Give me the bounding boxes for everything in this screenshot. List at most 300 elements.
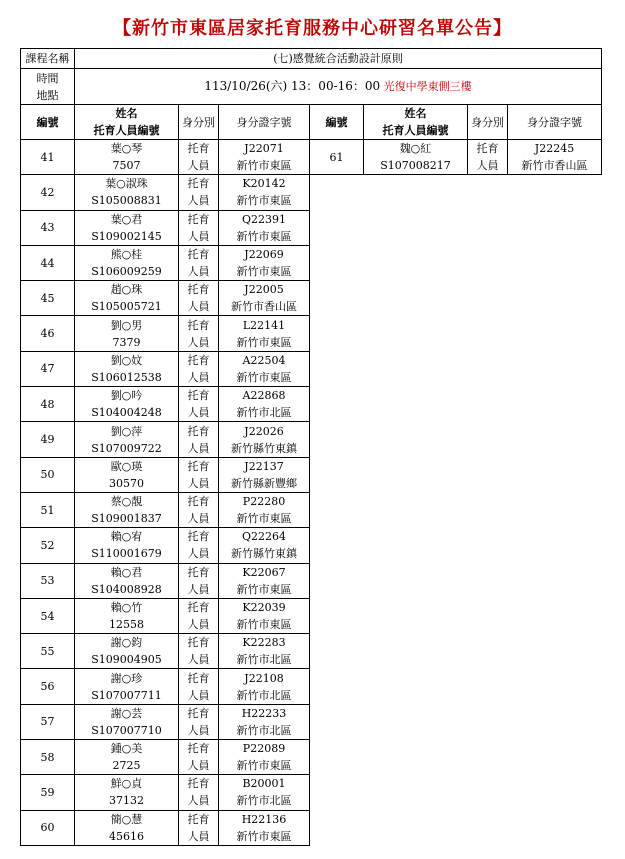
empty-cell [310, 563, 364, 598]
empty-cell [310, 810, 364, 845]
id-number: H22136 [241, 812, 287, 826]
role-line-1: 托育 [187, 565, 210, 579]
empty-cell [508, 492, 602, 527]
id-number: K22283 [242, 636, 286, 650]
empty-cell [468, 634, 508, 669]
empty-cell [310, 457, 364, 492]
id-number: A22868 [242, 389, 286, 403]
header-id: 身分證字號 [219, 105, 310, 140]
role-cell [179, 634, 219, 669]
table-row [21, 457, 602, 492]
role-line-2: 人員 [187, 265, 210, 279]
id-number: Q22391 [241, 212, 286, 226]
role-line-2: 人員 [187, 582, 210, 596]
empty-cell [364, 740, 468, 775]
empty-cell [468, 775, 508, 810]
empty-cell [508, 598, 602, 633]
empty-cell [508, 281, 602, 316]
caregiver-code: 2725 [112, 759, 141, 773]
empty-cell [364, 704, 468, 739]
role-line-1: 托育 [476, 142, 499, 156]
person-name-code [75, 457, 179, 492]
role-line-2: 人員 [187, 441, 210, 455]
role-cell [179, 281, 219, 316]
datetime: 113/10/26(六) 13：00-16：00 [204, 79, 381, 93]
id-cell [219, 140, 310, 175]
id-area: 新竹市北區 [236, 406, 292, 420]
empty-cell [508, 175, 602, 210]
table-row [21, 810, 602, 845]
role-line-1: 托育 [187, 706, 210, 720]
id-cell [219, 457, 310, 492]
id-cell [219, 634, 310, 669]
empty-cell [468, 422, 508, 457]
id-area: 新竹市東區 [236, 829, 292, 843]
role-line-2: 人員 [187, 406, 210, 420]
empty-cell [364, 598, 468, 633]
header-role: 身分別 [179, 105, 219, 140]
row-number: 49 [21, 422, 75, 457]
id-cell [219, 810, 310, 845]
caregiver-code: S107009722 [91, 441, 162, 455]
id-area: 新竹市東區 [236, 335, 292, 349]
id-cell [219, 704, 310, 739]
id-number: P22089 [242, 742, 286, 756]
row-number: 61 [310, 140, 364, 175]
empty-cell [508, 528, 602, 563]
person-name: 蔡○靚 [110, 495, 143, 509]
id-number: A22504 [242, 353, 286, 367]
empty-cell [310, 528, 364, 563]
id-number: J22005 [244, 283, 284, 297]
caregiver-code: S109002145 [91, 229, 162, 243]
person-name: 謝○珍 [110, 671, 143, 685]
person-name: 劉○萍 [110, 424, 143, 438]
role-line-1: 托育 [187, 318, 210, 332]
empty-cell [364, 175, 468, 210]
table-row [21, 740, 602, 775]
place-label: 地點 [36, 88, 59, 102]
id-number: J22137 [244, 459, 284, 473]
location: 光復中學東側三樓 [383, 80, 472, 93]
empty-cell [310, 351, 364, 386]
person-name: 魏○紅 [399, 142, 432, 156]
person-name-code [75, 563, 179, 598]
role-cell [179, 422, 219, 457]
empty-cell [468, 492, 508, 527]
id-number: L22141 [242, 318, 286, 332]
header-no-right: 編號 [310, 105, 364, 140]
row-number: 43 [21, 210, 75, 245]
time-label: 時間 [36, 71, 59, 85]
role-cell [179, 351, 219, 386]
datetime-row [21, 69, 602, 105]
id-cell [219, 528, 310, 563]
empty-cell [364, 351, 468, 386]
caregiver-code: S104004248 [91, 406, 162, 420]
header-name [75, 105, 179, 140]
empty-cell [468, 810, 508, 845]
person-name: 劉○妏 [110, 353, 143, 367]
table-row [21, 175, 602, 210]
id-cell [219, 281, 310, 316]
id-area: 新竹市東區 [236, 759, 292, 773]
empty-cell [310, 598, 364, 633]
table-row [21, 669, 602, 704]
empty-cell [468, 740, 508, 775]
role-line-1: 托育 [187, 777, 210, 791]
id-area: 新竹市北區 [236, 653, 292, 667]
person-name-code [75, 175, 179, 210]
id-number: B20001 [242, 777, 286, 791]
header-no: 編號 [21, 105, 75, 140]
role-cell [179, 528, 219, 563]
row-number: 47 [21, 351, 75, 386]
role-line-2: 人員 [187, 300, 210, 314]
empty-cell [468, 175, 508, 210]
empty-cell [468, 351, 508, 386]
caregiver-code: S105008831 [91, 194, 162, 208]
time-place-label [21, 69, 75, 105]
empty-cell [468, 669, 508, 704]
id-area: 新竹市香山區 [521, 159, 588, 173]
role-line-2: 人員 [187, 229, 210, 243]
person-name: 趙○珠 [110, 283, 143, 297]
person-name-code [364, 140, 468, 175]
header-id-right: 身分證字號 [508, 105, 602, 140]
column-header-row [21, 105, 602, 140]
table-row [21, 245, 602, 280]
person-name-code [75, 598, 179, 633]
empty-cell [310, 387, 364, 422]
person-name-code [75, 245, 179, 280]
role-line-2: 人員 [187, 723, 210, 737]
caregiver-code: S105005721 [91, 300, 162, 314]
caregiver-code: 7379 [112, 335, 141, 349]
row-number: 46 [21, 316, 75, 351]
role-line-2: 人員 [187, 829, 210, 843]
role-cell [179, 140, 219, 175]
empty-cell [364, 457, 468, 492]
role-line-2: 人員 [187, 194, 210, 208]
role-line-2: 人員 [187, 159, 210, 173]
person-name: 賴○君 [110, 565, 143, 579]
role-line-2: 人員 [187, 759, 210, 773]
caregiver-code: 30570 [109, 476, 144, 490]
id-area: 新竹市東區 [236, 618, 292, 631]
empty-cell [468, 245, 508, 280]
person-name-code [75, 422, 179, 457]
caregiver-code: S106012538 [91, 370, 162, 384]
role-line-1: 托育 [187, 389, 210, 403]
id-cell [219, 775, 310, 810]
id-number: J22071 [244, 142, 284, 156]
id-number: K22067 [242, 565, 286, 579]
role-cell [179, 563, 219, 598]
empty-cell [508, 810, 602, 845]
role-cell [179, 810, 219, 845]
role-cell [179, 457, 219, 492]
role-line-1: 托育 [187, 142, 210, 156]
id-area: 新竹市東區 [236, 194, 292, 208]
person-name-code [75, 316, 179, 351]
caregiver-code: S107008217 [380, 159, 451, 173]
empty-cell [310, 175, 364, 210]
id-area: 新竹市東區 [236, 512, 292, 526]
row-number: 41 [21, 140, 75, 175]
id-number: H22233 [241, 706, 287, 720]
id-cell [219, 351, 310, 386]
role-cell [179, 669, 219, 704]
row-number: 60 [21, 810, 75, 845]
id-area: 新竹市東區 [236, 229, 292, 243]
role-cell [179, 492, 219, 527]
empty-cell [468, 457, 508, 492]
id-cell [219, 740, 310, 775]
datetime-location [75, 69, 602, 105]
id-area: 新竹縣竹東鎮 [231, 547, 297, 561]
empty-cell [508, 634, 602, 669]
row-number: 45 [21, 281, 75, 316]
id-area: 新竹市東區 [236, 159, 292, 173]
person-name-code [75, 669, 179, 704]
row-number: 42 [21, 175, 75, 210]
empty-cell [508, 563, 602, 598]
empty-cell [508, 457, 602, 492]
row-number: 54 [21, 598, 75, 633]
empty-cell [364, 528, 468, 563]
role-cell [179, 245, 219, 280]
empty-cell [310, 492, 364, 527]
caregiver-code: 37132 [109, 794, 144, 808]
person-name: 葉○淑珠 [105, 177, 148, 191]
caregiver-code: S106009259 [91, 265, 162, 279]
id-number: K20142 [242, 177, 286, 191]
table-row [21, 634, 602, 669]
empty-cell [310, 634, 364, 669]
role-cell [179, 598, 219, 633]
empty-cell [364, 810, 468, 845]
person-name-code [75, 492, 179, 527]
person-name-code [75, 140, 179, 175]
empty-cell [508, 387, 602, 422]
empty-cell [468, 704, 508, 739]
person-name: 謝○芸 [110, 706, 143, 720]
person-name-code [75, 634, 179, 669]
caregiver-code: S110001679 [91, 547, 162, 561]
id-cell [219, 316, 310, 351]
empty-cell [364, 492, 468, 527]
row-number: 56 [21, 669, 75, 704]
empty-cell [468, 598, 508, 633]
person-name: 劉○男 [110, 318, 143, 332]
role-line-1: 托育 [187, 424, 210, 438]
id-area: 新竹市北區 [236, 794, 292, 808]
empty-cell [508, 775, 602, 810]
role-line-1: 托育 [187, 601, 210, 614]
role-cell [179, 175, 219, 210]
table-row [21, 563, 602, 598]
id-number: J22245 [534, 142, 575, 156]
role-cell [179, 316, 219, 351]
id-number: P22280 [242, 495, 286, 509]
role-line-2: 人員 [187, 370, 210, 384]
id-area: 新竹市北區 [236, 688, 292, 702]
role-line-1: 托育 [187, 212, 210, 226]
id-cell [219, 598, 310, 633]
role-line-1: 托育 [187, 671, 210, 685]
id-area: 新竹縣新豐鄉 [231, 476, 297, 490]
header-name-bottom: 托育人員編號 [93, 124, 160, 137]
role-line-2: 人員 [187, 512, 210, 526]
row-number: 44 [21, 245, 75, 280]
role-line-1: 托育 [187, 636, 210, 650]
role-line-1: 托育 [187, 742, 210, 756]
id-cell [219, 669, 310, 704]
id-number: J22069 [244, 248, 284, 262]
table-row [21, 316, 602, 351]
person-name-code [75, 387, 179, 422]
empty-cell [310, 775, 364, 810]
empty-cell [468, 528, 508, 563]
empty-cell [508, 422, 602, 457]
table-row [21, 528, 602, 563]
person-name: 葉○琴 [110, 142, 143, 156]
id-area: 新竹縣竹東鎮 [231, 441, 297, 455]
course-label: 課程名稱 [21, 49, 75, 69]
caregiver-code: S107007710 [91, 723, 162, 737]
id-cell [219, 245, 310, 280]
role-line-2: 人員 [187, 653, 210, 667]
person-name-code [75, 775, 179, 810]
empty-cell [310, 245, 364, 280]
empty-cell [468, 387, 508, 422]
person-name: 鮮○貞 [110, 777, 143, 791]
person-name-code [75, 281, 179, 316]
role-line-2: 人員 [187, 794, 210, 808]
empty-cell [310, 704, 364, 739]
caregiver-code: 7507 [112, 159, 141, 173]
header-name-top: 姓名 [115, 107, 138, 120]
empty-cell [364, 634, 468, 669]
id-cell [219, 422, 310, 457]
empty-cell [468, 563, 508, 598]
course-name: (七)感覺統合活動設計原則 [75, 49, 602, 69]
role-line-2: 人員 [187, 476, 210, 490]
empty-cell [508, 669, 602, 704]
role-line-2: 人員 [187, 618, 210, 631]
roster-rows [21, 140, 602, 846]
role-cell [179, 210, 219, 245]
row-number: 59 [21, 775, 75, 810]
empty-cell [364, 281, 468, 316]
empty-cell [364, 210, 468, 245]
row-number: 50 [21, 457, 75, 492]
empty-cell [364, 245, 468, 280]
id-number: K22039 [242, 601, 286, 614]
empty-cell [364, 387, 468, 422]
table-row [21, 351, 602, 386]
role-line-1: 托育 [187, 495, 210, 509]
role-line-1: 托育 [187, 248, 210, 262]
role-line-2: 人員 [187, 547, 210, 561]
id-area: 新竹市東區 [236, 370, 292, 384]
empty-cell [468, 281, 508, 316]
id-cell [219, 492, 310, 527]
table-row [21, 422, 602, 457]
caregiver-code: S109001837 [91, 512, 162, 526]
empty-cell [310, 422, 364, 457]
table-row [21, 281, 602, 316]
id-number: J22026 [244, 424, 284, 438]
empty-cell [310, 281, 364, 316]
table-row [21, 387, 602, 422]
empty-cell [310, 669, 364, 704]
person-name: 簡○慧 [110, 812, 143, 826]
id-area: 新竹市東區 [236, 582, 292, 596]
person-name-code [75, 528, 179, 563]
empty-cell [508, 704, 602, 739]
empty-cell [508, 740, 602, 775]
empty-cell [508, 245, 602, 280]
row-number: 53 [21, 563, 75, 598]
empty-cell [310, 210, 364, 245]
role-line-1: 托育 [187, 177, 210, 191]
person-name-code [75, 704, 179, 739]
role-cell [179, 775, 219, 810]
role-cell [179, 704, 219, 739]
id-cell [219, 387, 310, 422]
person-name-code [75, 210, 179, 245]
empty-cell [508, 351, 602, 386]
table-row [21, 598, 602, 633]
role-line-2: 人員 [187, 335, 210, 349]
person-name: 謝○鈞 [110, 636, 143, 650]
id-area: 新竹市香山區 [231, 300, 297, 314]
person-name: 熊○桂 [110, 248, 143, 262]
role-cell [179, 387, 219, 422]
caregiver-code: 45616 [109, 829, 144, 843]
header-role-right: 身分別 [468, 105, 508, 140]
row-number: 55 [21, 634, 75, 669]
row-number: 52 [21, 528, 75, 563]
empty-cell [468, 210, 508, 245]
empty-cell [364, 775, 468, 810]
person-name-code [75, 351, 179, 386]
roster-table [20, 48, 602, 846]
empty-cell [364, 422, 468, 457]
empty-cell [310, 740, 364, 775]
table-row [21, 704, 602, 739]
id-cell [508, 140, 602, 175]
role-cell [179, 740, 219, 775]
person-name: 賴○宥 [110, 530, 143, 544]
role-line-1: 托育 [187, 530, 210, 544]
role-line-2: 人員 [476, 159, 499, 173]
course-row [21, 49, 602, 69]
role-line-2: 人員 [187, 688, 210, 702]
row-number: 48 [21, 387, 75, 422]
header-name-top-right: 姓名 [404, 107, 427, 120]
id-area: 新竹市東區 [236, 265, 292, 279]
empty-cell [364, 316, 468, 351]
person-name: 鍾○美 [110, 742, 143, 756]
row-number: 57 [21, 704, 75, 739]
empty-cell [468, 316, 508, 351]
empty-cell [364, 669, 468, 704]
person-name: 葉○君 [110, 212, 143, 226]
id-number: J22108 [244, 671, 284, 685]
